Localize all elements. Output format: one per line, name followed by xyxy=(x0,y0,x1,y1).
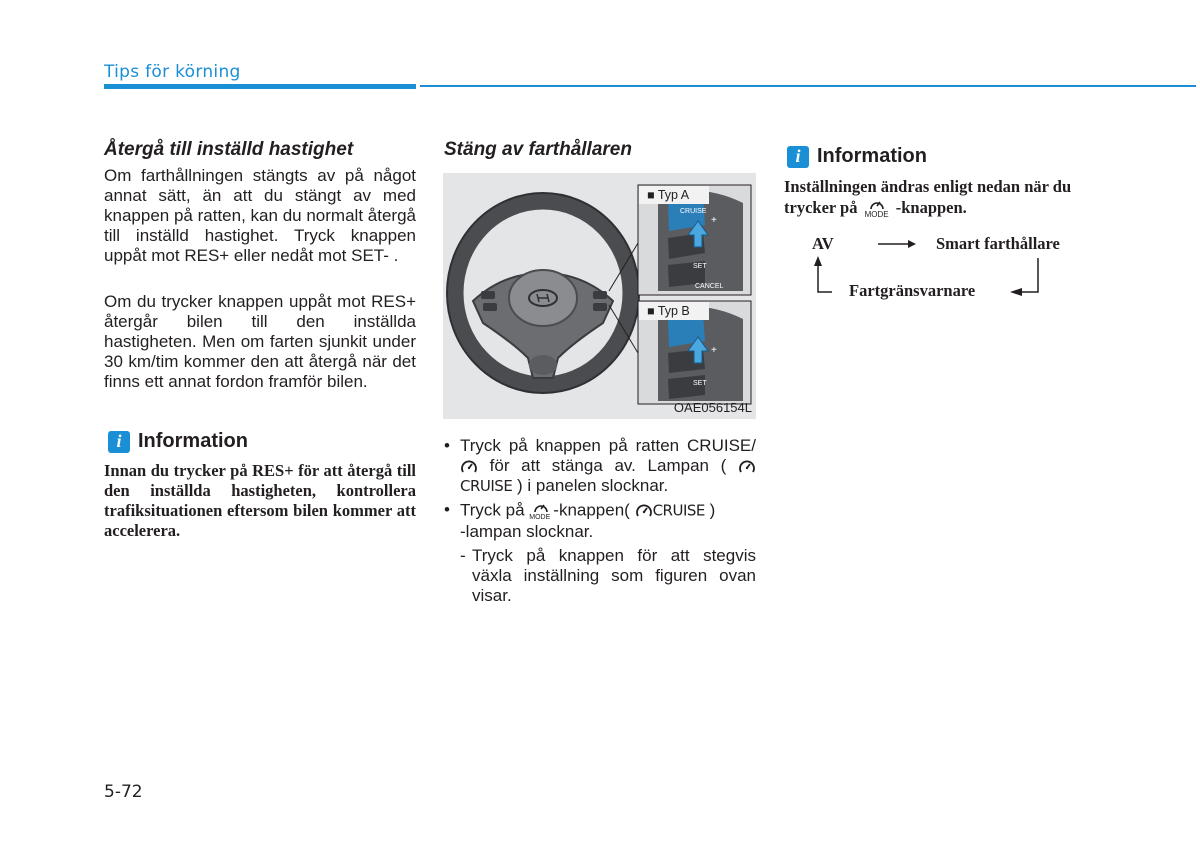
cruise-speedometer-icon xyxy=(738,458,756,476)
mode-speedometer-icon xyxy=(862,197,892,211)
set-label-a: SET xyxy=(693,263,707,270)
middle-heading: Stäng av farthållaren xyxy=(444,139,632,160)
left-info-text: Innan du trycker på RES+ för att återgå till den inställda hastigheten, kontrollera trafiksituationen eftersom bilen kommer att accelerera. xyxy=(104,461,416,540)
sub-item-text: Tryck på knappen för att stegvis växla inställning som figuren ovan visar. xyxy=(472,546,756,605)
steering-wheel-illustration xyxy=(443,173,756,419)
header-rule-thin xyxy=(420,85,1196,87)
info-icon: i xyxy=(108,431,130,453)
left-heading: Återgå till inställd hastighet xyxy=(104,139,354,160)
bullet2-text-b: -knappen( xyxy=(553,500,630,520)
up-arrow-icon xyxy=(814,256,822,266)
left-info-title: Information xyxy=(138,430,248,452)
cancel-label: CANCEL xyxy=(695,283,724,290)
right-info-text-a: Inställningen ändras enligt nedan när du trycker på xyxy=(784,177,1072,217)
set-label-b: SET xyxy=(693,380,707,387)
plus-label-a: + xyxy=(711,215,717,226)
right-info-title: Information xyxy=(817,145,927,167)
figure-caption: OAE056154L xyxy=(673,400,752,415)
type-b-label: ■ Typ B xyxy=(647,304,690,318)
bullet-list xyxy=(444,436,756,606)
right-info-text-b: -knappen. xyxy=(895,197,967,217)
list-item: • Tryck på MODE -knappen( CRUISE ) -lampan slocknar. xyxy=(444,500,716,541)
bullet1-text-c: ) i panelen slocknar. xyxy=(517,476,669,495)
bullet1-text-b: för att stänga av. Lampan ( xyxy=(489,456,727,475)
mode-button-icon xyxy=(529,500,553,522)
mode-label: MODE xyxy=(529,514,551,521)
diagram-smart: Smart farthållare xyxy=(936,234,1060,253)
sub-list-item: - Tryck på knappen för att stegvis växla inställning som figuren ovan visar. xyxy=(460,546,756,605)
plus-label-b: + xyxy=(711,345,717,356)
mode-cycle-diagram xyxy=(810,236,1050,300)
left-info-header xyxy=(108,430,248,453)
mode-button-icon xyxy=(862,197,892,221)
list-item: • Tryck på knappen på ratten CRUISE/ för att stänga av. Lampan ( CRUISE ) i panelen slocknar. xyxy=(444,436,756,495)
bullet2-text-d: -lampan slocknar. xyxy=(460,522,594,541)
diagram-av: AV xyxy=(812,234,834,253)
section-title: Tips för körning xyxy=(104,62,241,82)
bullet2-text-c: ) xyxy=(709,500,716,520)
right-info-text xyxy=(784,177,1104,221)
right-info-header xyxy=(787,145,927,168)
type-a-label: ■ Typ A xyxy=(647,188,690,202)
info-icon: i xyxy=(787,146,809,168)
left-paragraph-2: Om du trycker knappen uppåt mot RES+ återgår bilen till den inställda hastigheten. Men om farten sjunkit under 30 km/tim kommer den att återgå när det finns ett annat fordon framför bilen. xyxy=(104,292,416,391)
right-arrow-icon xyxy=(878,240,916,248)
header-rule-thick xyxy=(104,84,416,89)
left-paragraph-1: Om farthållningen stängts av på något annat sätt, än att du stängt av med knappen på ratten, kan du normalt återgå till inställd hastighet. Tryck knappen uppåt mot RES+ eller nedåt mot SET- . xyxy=(104,166,416,265)
cruise-speedometer-icon xyxy=(460,458,478,476)
page-number: 5-72 xyxy=(104,782,143,802)
bullet2-text-a: Tryck på xyxy=(460,500,525,520)
left-arrow-icon xyxy=(1010,288,1022,296)
steering-wheel-figure xyxy=(443,173,756,419)
bullet1-text-a: Tryck på knappen på ratten CRUISE/ xyxy=(460,436,756,455)
cruise-speedometer-icon xyxy=(635,502,653,520)
diagram-fart: Fartgränsvarnare xyxy=(849,281,976,300)
cruise-button-label: CRUISE xyxy=(680,208,707,215)
mode-label: MODE xyxy=(864,210,889,219)
cruise-indicator-label: CRUISE xyxy=(652,501,705,520)
cruise-indicator-label: CRUISE xyxy=(460,477,513,495)
mode-speedometer-icon xyxy=(529,500,553,514)
